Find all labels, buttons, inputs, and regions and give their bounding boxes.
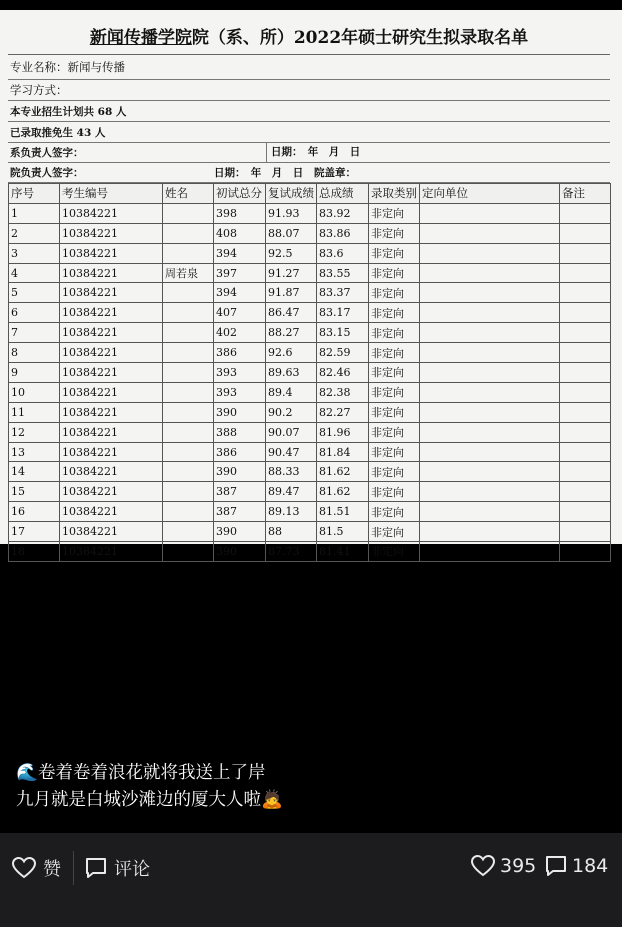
table-cell: 10384221 [60, 442, 163, 462]
table-cell: 周若泉 [163, 263, 214, 283]
table-cell [560, 482, 611, 502]
table-cell: 非定向 [369, 243, 420, 263]
table-cell [163, 402, 214, 422]
title-rest: 院（系、所）2022年硕士研究生拟录取名单 [191, 27, 529, 48]
school-date-text: 日期： 年 月 日 [214, 167, 304, 179]
table-cell: 91.27 [266, 263, 317, 283]
table-row [9, 223, 611, 243]
wave-icon: 🌊 [16, 763, 38, 783]
table-cell: 83.6 [317, 243, 369, 263]
table-cell [420, 382, 560, 402]
document-title [8, 16, 610, 55]
table-cell [163, 223, 214, 243]
table-cell [163, 462, 214, 482]
table-cell: 81.96 [317, 422, 369, 442]
table-cell: 89.63 [266, 363, 317, 383]
table-cell [420, 223, 560, 243]
table-cell: 90.2 [266, 402, 317, 422]
table-cell: 18 [9, 542, 60, 562]
table-cell [163, 343, 214, 363]
table-cell: 88 [266, 522, 317, 542]
table-cell: 82.59 [317, 343, 369, 363]
table-cell [560, 442, 611, 462]
table-cell: 非定向 [369, 203, 420, 223]
table-cell: 90.07 [266, 422, 317, 442]
table-row [9, 303, 611, 323]
table-cell: 10384221 [60, 542, 163, 562]
table-cell: 6 [9, 303, 60, 323]
table-cell: 5 [9, 283, 60, 303]
table-cell: 17 [9, 522, 60, 542]
table-row [9, 422, 611, 442]
table-cell: 89.13 [266, 502, 317, 522]
comment-count-button[interactable] [545, 855, 608, 877]
like-button[interactable] [12, 855, 61, 881]
table-cell: 10384221 [60, 203, 163, 223]
action-bar [0, 833, 622, 927]
table-cell: 92.5 [266, 243, 317, 263]
major-text: 专业名称：新闻与传播 [10, 60, 125, 74]
table-cell [163, 382, 214, 402]
table-cell [420, 442, 560, 462]
comment-icon [545, 855, 567, 877]
caption-text-1: 卷着卷着浪花就将我送上了岸 [38, 763, 266, 783]
table-cell: 397 [214, 263, 266, 283]
table-cell [420, 263, 560, 283]
table-cell: 390 [214, 542, 266, 562]
table-cell [420, 343, 560, 363]
table-cell: 81.41 [317, 542, 369, 562]
table-cell: 90.47 [266, 442, 317, 462]
table-cell [420, 243, 560, 263]
table-cell: 388 [214, 422, 266, 442]
table-cell [560, 402, 611, 422]
school-seal-text: 院盖章： [314, 167, 356, 179]
table-cell: 10384221 [60, 303, 163, 323]
table-cell: 87.73 [266, 542, 317, 562]
table-cell: 10384221 [60, 462, 163, 482]
heart-icon [471, 855, 495, 877]
table-cell: 3 [9, 243, 60, 263]
table-cell: 非定向 [369, 303, 420, 323]
table-cell: 2 [9, 223, 60, 243]
table-cell [420, 542, 560, 562]
table-cell: 81.62 [317, 462, 369, 482]
table-cell: 非定向 [369, 402, 420, 422]
caption-line-1 [16, 760, 283, 787]
table-row [9, 522, 611, 542]
table-header [9, 184, 611, 204]
comment-icon [85, 857, 107, 879]
dept-sign-text: 系负责人签字： [10, 147, 84, 159]
table-cell [420, 402, 560, 422]
plan-row [8, 101, 610, 122]
column-header: 录取类别 [369, 184, 420, 204]
table-cell: 10384221 [60, 522, 163, 542]
comment-label: 评论 [114, 859, 150, 880]
table-cell: 408 [214, 223, 266, 243]
table-cell: 10384221 [60, 343, 163, 363]
table-cell: 10384221 [60, 363, 163, 383]
comment-count: 184 [572, 855, 609, 877]
table-cell: 407 [214, 303, 266, 323]
table-cell: 10384221 [60, 382, 163, 402]
table-cell [560, 223, 611, 243]
table-cell: 非定向 [369, 442, 420, 462]
table-cell: 81.51 [317, 502, 369, 522]
table-cell [163, 442, 214, 462]
table-cell: 10384221 [60, 323, 163, 343]
admitted-text: 已录取推免生 43 人 [10, 126, 106, 139]
table-row [9, 462, 611, 482]
dept-sign-row [8, 143, 610, 163]
table-cell [560, 363, 611, 383]
table-cell: 9 [9, 363, 60, 383]
column-header: 复试成绩 [266, 184, 317, 204]
table-cell: 11 [9, 402, 60, 422]
table-cell [560, 203, 611, 223]
table-cell: 394 [214, 243, 266, 263]
table-cell: 81.62 [317, 482, 369, 502]
table-cell: 非定向 [369, 462, 420, 482]
table-cell: 非定向 [369, 363, 420, 383]
table-cell [420, 462, 560, 482]
table-cell: 非定向 [369, 542, 420, 562]
school-sign-text: 院负责人签字： [10, 167, 84, 179]
column-header: 备注 [560, 184, 611, 204]
table-cell: 83.86 [317, 223, 369, 243]
table-cell: 390 [214, 522, 266, 542]
table-row [9, 382, 611, 402]
table-cell: 10384221 [60, 422, 163, 442]
dept-date-text: 日期： 年 月 日 [266, 143, 360, 162]
admitted-row [8, 122, 610, 143]
caption-line-2 [16, 787, 283, 814]
table-cell: 387 [214, 502, 266, 522]
column-header: 序号 [9, 184, 60, 204]
like-count-button[interactable] [471, 855, 536, 877]
table-cell: 390 [214, 462, 266, 482]
column-header: 定向单位 [420, 184, 560, 204]
table-cell: 非定向 [369, 283, 420, 303]
table-cell: 89.4 [266, 382, 317, 402]
action-divider [73, 851, 74, 885]
table-cell: 82.46 [317, 363, 369, 383]
like-label: 赞 [43, 859, 61, 880]
table-cell: 393 [214, 382, 266, 402]
table-cell: 81.5 [317, 522, 369, 542]
table-row [9, 343, 611, 363]
table-cell [560, 263, 611, 283]
table-cell: 88.27 [266, 323, 317, 343]
table-cell: 非定向 [369, 223, 420, 243]
table-cell: 10384221 [60, 283, 163, 303]
table-cell: 14 [9, 462, 60, 482]
table-cell [560, 422, 611, 442]
plan-text: 本专业招生计划共 68 人 [10, 105, 127, 118]
table-cell: 非定向 [369, 263, 420, 283]
table-row [9, 402, 611, 422]
table-cell [560, 502, 611, 522]
table-cell: 398 [214, 203, 266, 223]
table-cell: 386 [214, 442, 266, 462]
table-row [9, 482, 611, 502]
table-cell: 非定向 [369, 343, 420, 363]
table-cell [560, 343, 611, 363]
table-cell: 393 [214, 363, 266, 383]
table-cell: 4 [9, 263, 60, 283]
study-mode-row [8, 80, 610, 101]
table-cell: 非定向 [369, 323, 420, 343]
table-cell [420, 502, 560, 522]
bow-icon: 🙇 [261, 790, 283, 810]
table-cell: 非定向 [369, 482, 420, 502]
table-row [9, 542, 611, 562]
table-cell: 83.17 [317, 303, 369, 323]
table-cell: 83.15 [317, 323, 369, 343]
table-cell [560, 522, 611, 542]
table-cell [163, 283, 214, 303]
table-cell: 91.87 [266, 283, 317, 303]
table-cell [560, 283, 611, 303]
table-cell: 10384221 [60, 502, 163, 522]
study-mode-text: 学习方式： [10, 83, 68, 97]
caption-text-2: 九月就是白城沙滩边的厦大人啦 [16, 790, 261, 810]
table-cell [420, 303, 560, 323]
table-cell: 83.55 [317, 263, 369, 283]
table-cell: 10384221 [60, 482, 163, 502]
table-cell: 88.33 [266, 462, 317, 482]
table-cell: 82.38 [317, 382, 369, 402]
table-row [9, 243, 611, 263]
table-row [9, 363, 611, 383]
comment-button[interactable] [85, 855, 150, 881]
table-cell [420, 323, 560, 343]
table-cell: 10384221 [60, 223, 163, 243]
table-cell: 86.47 [266, 303, 317, 323]
column-header: 考生编号 [60, 184, 163, 204]
title-school: 新闻传播学院 [89, 27, 192, 48]
column-header: 总成绩 [317, 184, 369, 204]
admission-list-document [8, 16, 610, 562]
table-cell: 83.37 [317, 283, 369, 303]
table-cell [560, 542, 611, 562]
post-image[interactable] [0, 10, 622, 559]
table-cell: 10384221 [60, 263, 163, 283]
table-cell: 非定向 [369, 522, 420, 542]
admission-table [8, 183, 611, 562]
table-cell [560, 323, 611, 343]
table-cell: 非定向 [369, 502, 420, 522]
table-cell [420, 422, 560, 442]
table-cell: 88.07 [266, 223, 317, 243]
post-caption [16, 760, 283, 814]
table-cell [163, 203, 214, 223]
table-row [9, 323, 611, 343]
table-row [9, 283, 611, 303]
table-row [9, 502, 611, 522]
table-cell: 13 [9, 442, 60, 462]
table-cell [560, 462, 611, 482]
table-cell: 7 [9, 323, 60, 343]
table-cell: 10 [9, 382, 60, 402]
table-cell: 15 [9, 482, 60, 502]
table-cell [163, 502, 214, 522]
table-cell [420, 482, 560, 502]
table-cell [163, 482, 214, 502]
table-cell [163, 303, 214, 323]
table-cell [163, 323, 214, 343]
table-row [9, 442, 611, 462]
column-header: 姓名 [163, 184, 214, 204]
table-cell: 12 [9, 422, 60, 442]
column-header: 初试总分 [214, 184, 266, 204]
table-cell [163, 422, 214, 442]
table-cell: 非定向 [369, 382, 420, 402]
table-body [9, 203, 611, 561]
table-cell: 89.47 [266, 482, 317, 502]
like-count: 395 [500, 855, 537, 877]
table-cell: 8 [9, 343, 60, 363]
table-cell [560, 243, 611, 263]
table-row [9, 263, 611, 283]
table-cell [163, 522, 214, 542]
table-cell: 83.92 [317, 203, 369, 223]
table-cell: 390 [214, 402, 266, 422]
school-sign-row [8, 163, 610, 183]
table-cell: 91.93 [266, 203, 317, 223]
major-row [8, 55, 610, 80]
table-cell: 402 [214, 323, 266, 343]
table-cell [163, 243, 214, 263]
heart-icon [12, 857, 36, 879]
table-cell [420, 363, 560, 383]
table-row [9, 203, 611, 223]
table-cell: 非定向 [369, 422, 420, 442]
table-cell: 82.27 [317, 402, 369, 422]
table-cell [560, 303, 611, 323]
table-cell: 10384221 [60, 402, 163, 422]
table-cell [420, 283, 560, 303]
table-cell: 394 [214, 283, 266, 303]
table-cell [420, 522, 560, 542]
table-cell: 92.6 [266, 343, 317, 363]
table-cell: 81.84 [317, 442, 369, 462]
table-cell [560, 382, 611, 402]
table-cell: 387 [214, 482, 266, 502]
table-cell: 16 [9, 502, 60, 522]
table-cell: 386 [214, 343, 266, 363]
table-cell [420, 203, 560, 223]
table-cell: 10384221 [60, 243, 163, 263]
table-cell [163, 542, 214, 562]
table-cell [163, 363, 214, 383]
table-cell: 1 [9, 203, 60, 223]
